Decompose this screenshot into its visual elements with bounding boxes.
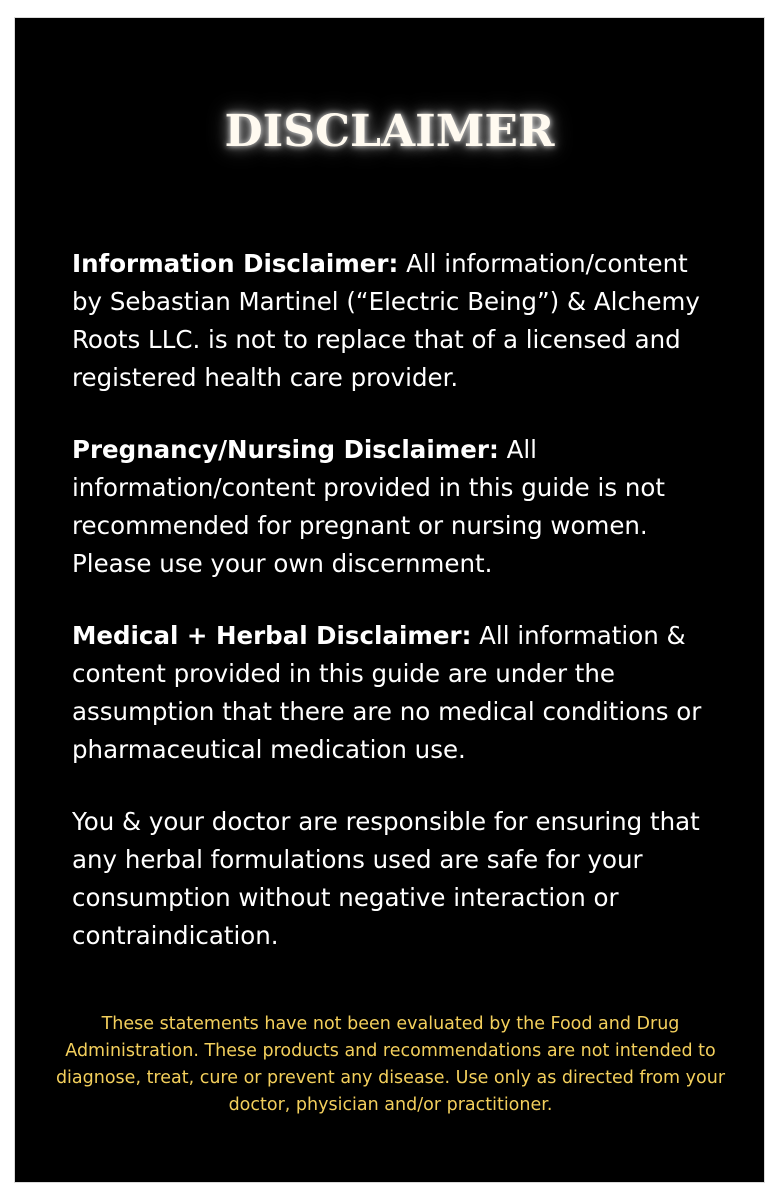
fda-notice: These statements have not been evaluated by the Food and Drug Administration. These products and recommendations are not intended to diagnose, treat, cure or prevent any disease. Use only as directed from your doctor, physician and/or practitioner. bbox=[55, 1014, 726, 1115]
pregnancy-nursing-disclaimer-heading: Pregnancy/Nursing Disclaimer: bbox=[72, 435, 499, 464]
disclaimer-body bbox=[72, 245, 722, 955]
pregnancy-nursing-disclaimer bbox=[72, 431, 722, 583]
pregnancy-nursing-disclaimer-text: All information/content provided in this guide is not recommended for pregnant or nursing women. Please use your own discernment. bbox=[72, 435, 665, 578]
responsibility-statement: You & your doctor are responsible for ensuring that any herbal formulations used are safe for your consumption without negative interaction or contraindication. bbox=[72, 807, 700, 950]
information-disclaimer-heading: Information Disclaimer: bbox=[72, 249, 399, 278]
medical-herbal-disclaimer-text: All information & content provided in this guide are under the assumption that there are no medical conditions or pharmaceutical medication use. bbox=[72, 621, 702, 764]
medical-herbal-disclaimer-heading: Medical + Herbal Disclaimer: bbox=[72, 621, 472, 650]
information-disclaimer bbox=[72, 245, 722, 397]
information-disclaimer-text: All information/content by Sebastian Martinel (“Electric Being”) & Alchemy Roots LLC. is not to replace that of a licensed and registered health care provider. bbox=[72, 249, 700, 392]
page-title: DISCLAIMER bbox=[224, 106, 555, 157]
disclaimer-page bbox=[14, 17, 765, 1183]
medical-herbal-disclaimer bbox=[72, 617, 722, 769]
